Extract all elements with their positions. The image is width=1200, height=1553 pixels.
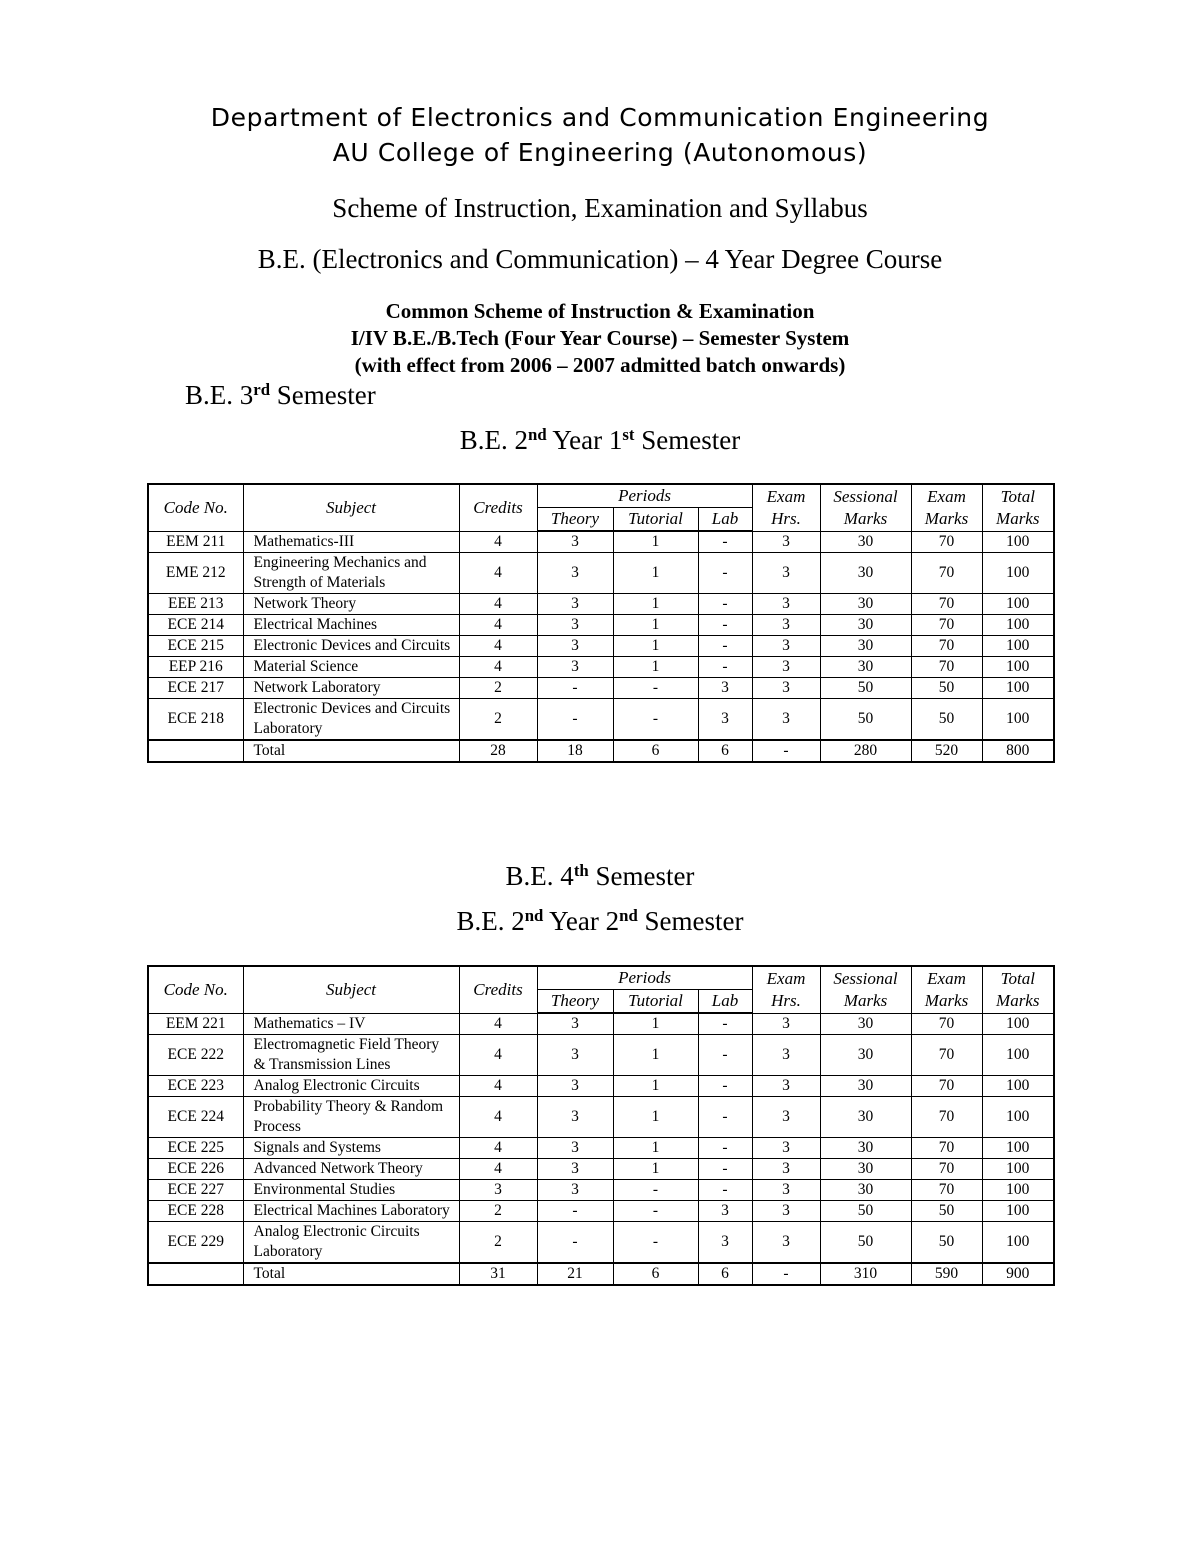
col-exam-marks: Exam Marks	[911, 966, 982, 1013]
sem4-year-heading: B.E. 2nd Year 2nd Semester	[456, 905, 744, 936]
col-credits: Credits	[459, 484, 537, 531]
sem3-table	[147, 483, 1055, 763]
cell-lab: 3	[698, 1222, 752, 1264]
college-title: AU College of Engineering (Autonomous)	[332, 138, 868, 167]
cell-credits: 4	[459, 636, 537, 657]
cell-theory: 3	[537, 1013, 613, 1035]
cell-exam-marks: 70	[911, 636, 982, 657]
cell-code: EME 212	[148, 553, 243, 594]
col-theory: Theory	[537, 508, 613, 532]
cell-sessional: 30	[820, 531, 911, 553]
cell-total: 100	[982, 1097, 1054, 1138]
cell-total: 100	[982, 1013, 1054, 1035]
cell-sessional: 30	[820, 1180, 911, 1201]
cell-subject: Probability Theory & Random Process	[243, 1097, 459, 1138]
cell-total: 100	[982, 1180, 1054, 1201]
cell-exam-hrs: 3	[752, 699, 820, 741]
cell-exam-marks: 50	[911, 699, 982, 741]
cell-exam-marks: 50	[911, 1222, 982, 1264]
cell-total: 100	[982, 699, 1054, 741]
cell-credits: 4	[459, 657, 537, 678]
cell-tutorial: -	[613, 1222, 698, 1264]
cell-credits: 4	[459, 1013, 537, 1035]
cell-total: 800	[982, 740, 1054, 762]
col-lab: Lab	[698, 508, 752, 532]
cell-credits: 4	[459, 1035, 537, 1076]
cell-code: ECE 215	[148, 636, 243, 657]
cell-code: ECE 228	[148, 1201, 243, 1222]
cell-theory: 3	[537, 531, 613, 553]
cell-sessional: 30	[820, 1159, 911, 1180]
cell-subject: Mathematics – IV	[243, 1013, 459, 1035]
cell-total: 100	[982, 1076, 1054, 1097]
cell-exam-hrs: 3	[752, 1035, 820, 1076]
table-row	[148, 1097, 1054, 1138]
cell-exam-hrs: 3	[752, 678, 820, 699]
cell-sessional: 30	[820, 657, 911, 678]
cell-theory: 3	[537, 1097, 613, 1138]
cell-exam-marks: 590	[911, 1263, 982, 1285]
cell-code: ECE 217	[148, 678, 243, 699]
cell-sessional: 30	[820, 1097, 911, 1138]
cell-credits: 28	[459, 740, 537, 762]
sem4-heading: B.E. 4th Semester	[505, 860, 695, 891]
cell-total: 100	[982, 1222, 1054, 1264]
table-row	[148, 1180, 1054, 1201]
cell-credits: 31	[459, 1263, 537, 1285]
cell-tutorial: 1	[613, 594, 698, 615]
cell-total: 100	[982, 553, 1054, 594]
cell-exam-hrs: 3	[752, 1076, 820, 1097]
cell-tutorial: 1	[613, 1138, 698, 1159]
table-row	[148, 678, 1054, 699]
cell-tutorial: 1	[613, 1159, 698, 1180]
cell-code: ECE 226	[148, 1159, 243, 1180]
cell-theory: -	[537, 678, 613, 699]
cell-code: ECE 229	[148, 1222, 243, 1264]
cell-lab: 3	[698, 1201, 752, 1222]
cell-sessional: 30	[820, 1035, 911, 1076]
cell-subject: Analog Electronic Circuits	[243, 1076, 459, 1097]
table-row	[148, 1076, 1054, 1097]
cell-tutorial: 1	[613, 1013, 698, 1035]
cell-exam-hrs: 3	[752, 1159, 820, 1180]
cell-exam-hrs: 3	[752, 1180, 820, 1201]
cell-tutorial: -	[613, 1180, 698, 1201]
cell-tutorial: 6	[613, 1263, 698, 1285]
table-row	[148, 1035, 1054, 1076]
cell-tutorial: 1	[613, 553, 698, 594]
cell-tutorial: 6	[613, 740, 698, 762]
cell-exam-hrs: 3	[752, 553, 820, 594]
cell-subject: Material Science	[243, 657, 459, 678]
cell-code: EEM 211	[148, 531, 243, 553]
cell-subject: Network Theory	[243, 594, 459, 615]
cell-subject: Electrical Machines	[243, 615, 459, 636]
table-row	[148, 615, 1054, 636]
cell-subject: Engineering Mechanics and Strength of Materials	[243, 553, 459, 594]
cell-total: 100	[982, 594, 1054, 615]
cell-code: ECE 227	[148, 1180, 243, 1201]
effect-note: (with effect from 2006 – 2007 admitted batch onwards)	[354, 353, 846, 377]
cell-lab: -	[698, 1076, 752, 1097]
cell-lab: -	[698, 1097, 752, 1138]
cell-exam-hrs: 3	[752, 594, 820, 615]
cell-exam-marks: 520	[911, 740, 982, 762]
col-subject: Subject	[243, 484, 459, 531]
cell-credits: 4	[459, 615, 537, 636]
cell-tutorial: -	[613, 678, 698, 699]
cell-credits: 4	[459, 1076, 537, 1097]
col-periods: Periods	[537, 966, 752, 990]
cell-exam-hrs: 3	[752, 636, 820, 657]
cell-code: ECE 224	[148, 1097, 243, 1138]
col-code: Code No.	[148, 484, 243, 531]
cell-lab: 6	[698, 740, 752, 762]
cell-sessional: 280	[820, 740, 911, 762]
cell-credits: 4	[459, 1159, 537, 1180]
cell-subject: Signals and Systems	[243, 1138, 459, 1159]
col-total: Total Marks	[982, 484, 1054, 531]
cell-sessional: 30	[820, 594, 911, 615]
cell-lab: -	[698, 615, 752, 636]
cell-sessional: 30	[820, 1013, 911, 1035]
cell-exam-marks: 50	[911, 1201, 982, 1222]
cell-credits: 4	[459, 531, 537, 553]
cell-total: 100	[982, 1035, 1054, 1076]
cell-sessional: 310	[820, 1263, 911, 1285]
cell-code: EEM 221	[148, 1013, 243, 1035]
col-exam-marks: Exam Marks	[911, 484, 982, 531]
cell-theory: 3	[537, 553, 613, 594]
cell-tutorial: -	[613, 699, 698, 741]
cell-code: ECE 214	[148, 615, 243, 636]
cell-credits: 3	[459, 1180, 537, 1201]
cell-exam-marks: 70	[911, 1097, 982, 1138]
cell-exam-marks: 70	[911, 615, 982, 636]
cell-credits: 2	[459, 1201, 537, 1222]
cell-theory: 3	[537, 1035, 613, 1076]
cell-exam-marks: 70	[911, 1076, 982, 1097]
cell-exam-marks: 70	[911, 1159, 982, 1180]
cell-exam-hrs: 3	[752, 1138, 820, 1159]
cell-lab: -	[698, 531, 752, 553]
col-exam-hrs: Exam Hrs.	[752, 966, 820, 1013]
cell-total: 100	[982, 1159, 1054, 1180]
cell-subject: Network Laboratory	[243, 678, 459, 699]
cell-exam-marks: 70	[911, 531, 982, 553]
cell-total: 100	[982, 615, 1054, 636]
cell-lab: -	[698, 1138, 752, 1159]
table-row	[148, 657, 1054, 678]
cell-total: 100	[982, 1201, 1054, 1222]
cell-sessional: 50	[820, 678, 911, 699]
cell-sessional: 50	[820, 1222, 911, 1264]
cell-exam-hrs: 3	[752, 1013, 820, 1035]
cell-code	[148, 1263, 243, 1285]
cell-subject: Total	[243, 740, 459, 762]
cell-theory: 18	[537, 740, 613, 762]
cell-exam-marks: 70	[911, 594, 982, 615]
cell-exam-marks: 70	[911, 1138, 982, 1159]
cell-total: 100	[982, 531, 1054, 553]
table-row	[148, 1201, 1054, 1222]
cell-theory: 3	[537, 657, 613, 678]
table-total-row	[148, 740, 1054, 762]
cell-total: 100	[982, 657, 1054, 678]
cell-subject: Analog Electronic Circuits Laboratory	[243, 1222, 459, 1264]
cell-theory: -	[537, 699, 613, 741]
table-row	[148, 553, 1054, 594]
cell-subject: Advanced Network Theory	[243, 1159, 459, 1180]
cell-lab: -	[698, 1035, 752, 1076]
cell-lab: 3	[698, 678, 752, 699]
col-sessional: Sessional Marks	[820, 966, 911, 1013]
col-exam-hrs: Exam Hrs.	[752, 484, 820, 531]
table-row	[148, 699, 1054, 741]
cell-exam-marks: 70	[911, 1035, 982, 1076]
cell-subject: Mathematics-III	[243, 531, 459, 553]
scheme-title: Scheme of Instruction, Examination and Syllabus	[332, 193, 868, 223]
cell-exam-hrs: 3	[752, 1222, 820, 1264]
cell-tutorial: 1	[613, 615, 698, 636]
cell-sessional: 30	[820, 1076, 911, 1097]
cell-code: ECE 225	[148, 1138, 243, 1159]
cell-total: 100	[982, 1138, 1054, 1159]
cell-theory: -	[537, 1201, 613, 1222]
table-row	[148, 531, 1054, 553]
cell-tutorial: 1	[613, 1076, 698, 1097]
cell-exam-marks: 70	[911, 1013, 982, 1035]
table-row	[148, 594, 1054, 615]
cell-tutorial: 1	[613, 657, 698, 678]
sem4-table	[147, 965, 1055, 1286]
cell-code: ECE 222	[148, 1035, 243, 1076]
cell-total: 900	[982, 1263, 1054, 1285]
cell-total: 100	[982, 636, 1054, 657]
cell-exam-hrs: -	[752, 1263, 820, 1285]
cell-sessional: 50	[820, 1201, 911, 1222]
cell-code	[148, 740, 243, 762]
cell-theory: 3	[537, 615, 613, 636]
cell-code: EEP 216	[148, 657, 243, 678]
cell-credits: 4	[459, 1097, 537, 1138]
cell-exam-hrs: -	[752, 740, 820, 762]
cell-exam-marks: 50	[911, 678, 982, 699]
table-total-row	[148, 1263, 1054, 1285]
col-subject: Subject	[243, 966, 459, 1013]
col-sessional: Sessional Marks	[820, 484, 911, 531]
cell-theory: 3	[537, 1076, 613, 1097]
table-row	[148, 1159, 1054, 1180]
table-row	[148, 636, 1054, 657]
department-title: Department of Electronics and Communication Engineering	[210, 103, 990, 132]
cell-lab: -	[698, 1159, 752, 1180]
cell-credits: 4	[459, 594, 537, 615]
cell-sessional: 30	[820, 636, 911, 657]
cell-theory: 3	[537, 1159, 613, 1180]
col-code: Code No.	[148, 966, 243, 1013]
col-tutorial: Tutorial	[613, 508, 698, 532]
cell-theory: 3	[537, 636, 613, 657]
col-periods: Periods	[537, 484, 752, 508]
table-row	[148, 1138, 1054, 1159]
cell-exam-hrs: 3	[752, 657, 820, 678]
common-scheme-title: Common Scheme of Instruction & Examination	[385, 299, 815, 323]
cell-total: 100	[982, 678, 1054, 699]
cell-exam-hrs: 3	[752, 615, 820, 636]
course-title: B.E. (Electronics and Communication) – 4 Year Degree Course	[257, 244, 943, 274]
cell-tutorial: 1	[613, 636, 698, 657]
cell-code: ECE 218	[148, 699, 243, 741]
cell-theory: 3	[537, 1180, 613, 1201]
sem3-year-heading: B.E. 2nd Year 1st Semester	[459, 424, 741, 455]
cell-theory: -	[537, 1222, 613, 1264]
cell-code: EEE 213	[148, 594, 243, 615]
cell-sessional: 50	[820, 699, 911, 741]
table-row	[148, 1222, 1054, 1264]
cell-exam-hrs: 3	[752, 531, 820, 553]
cell-theory: 3	[537, 1138, 613, 1159]
cell-subject: Electromagnetic Field Theory & Transmission Lines	[243, 1035, 459, 1076]
cell-sessional: 30	[820, 1138, 911, 1159]
table-row	[148, 1013, 1054, 1035]
cell-credits: 4	[459, 553, 537, 594]
cell-tutorial: 1	[613, 1035, 698, 1076]
cell-credits: 2	[459, 678, 537, 699]
cell-subject: Environmental Studies	[243, 1180, 459, 1201]
sem3-heading: B.E. 3rd Semester	[185, 379, 376, 410]
cell-lab: -	[698, 1013, 752, 1035]
cell-lab: -	[698, 553, 752, 594]
cell-subject: Electronic Devices and Circuits	[243, 636, 459, 657]
cell-tutorial: -	[613, 1201, 698, 1222]
cell-exam-hrs: 3	[752, 1097, 820, 1138]
cell-exam-marks: 70	[911, 657, 982, 678]
cell-tutorial: 1	[613, 531, 698, 553]
col-theory: Theory	[537, 990, 613, 1014]
cell-lab: -	[698, 636, 752, 657]
cell-theory: 3	[537, 594, 613, 615]
cell-lab: 6	[698, 1263, 752, 1285]
col-credits: Credits	[459, 966, 537, 1013]
cell-lab: -	[698, 594, 752, 615]
col-total: Total Marks	[982, 966, 1054, 1013]
cell-sessional: 30	[820, 615, 911, 636]
cell-code: ECE 223	[148, 1076, 243, 1097]
cell-exam-marks: 70	[911, 553, 982, 594]
cell-lab: 3	[698, 699, 752, 741]
cell-tutorial: 1	[613, 1097, 698, 1138]
col-tutorial: Tutorial	[613, 990, 698, 1014]
cell-lab: -	[698, 1180, 752, 1201]
cell-credits: 2	[459, 1222, 537, 1264]
cell-credits: 4	[459, 1138, 537, 1159]
cell-subject: Electrical Machines Laboratory	[243, 1201, 459, 1222]
cell-credits: 2	[459, 699, 537, 741]
cell-lab: -	[698, 657, 752, 678]
cell-exam-hrs: 3	[752, 1201, 820, 1222]
cell-theory: 21	[537, 1263, 613, 1285]
cell-sessional: 30	[820, 553, 911, 594]
system-title: I/IV B.E./B.Tech (Four Year Course) – Semester System	[350, 326, 850, 350]
cell-subject: Electronic Devices and Circuits Laboratory	[243, 699, 459, 741]
cell-exam-marks: 70	[911, 1180, 982, 1201]
cell-subject: Total	[243, 1263, 459, 1285]
col-lab: Lab	[698, 990, 752, 1014]
